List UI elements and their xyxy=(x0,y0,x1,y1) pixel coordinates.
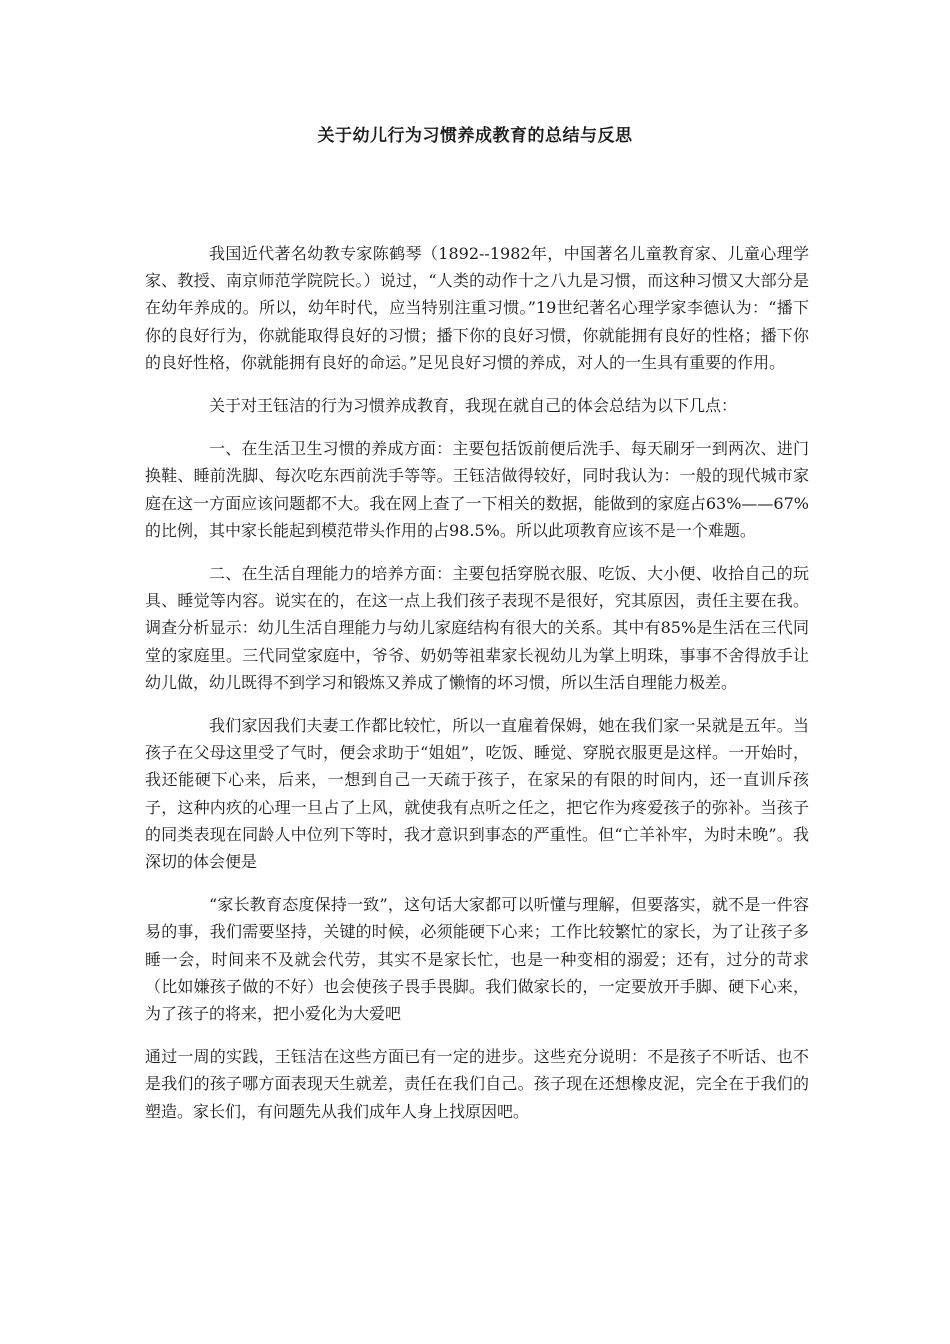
document-body xyxy=(145,240,809,1141)
paragraph-family-experience: 我们家因我们夫妻工作都比较忙，所以一直雇着保姆，她在我们家一呆就是五年。当孩子在父母这里受了气时，便会求助于“姐姐”，吃饭、睡觉、穿脱衣服更是这样。一开始时，我还能硬下心来，后来，一想到自己一天疏于孩子，在家呆的有限的时间内，还一直训斥孩子，这种内疚的心理一旦占了上风，就使我有点听之任之，把它作为疼爱孩子的弥补。当孩子的同类表现在同龄人中位列下等时，我才意识到事态的严重性。但“亡羊补牢，为时未晚”。我深切的体会便是 xyxy=(145,716,809,872)
paragraph-hygiene-habits: 一、在生活卫生习惯的养成方面：主要包括饭前便后洗手、每天刷牙一到两次、进门换鞋、睡前洗脚、每次吃东西前洗手等等。王钰洁做得较好，同时我认为：一般的现代城市家庭在这一方面应该问题都不大。我在网上查了一下相关的数据，能做到的家庭占63%——67%的比例，其中家长能起到模范带头作用的占98.5%。所以此项教育应该不是一个难题。 xyxy=(145,439,809,540)
document-title: 关于幼儿行为习惯养成教育的总结与反思 xyxy=(317,126,633,146)
paragraph-intro: 我国近代著名幼教专家陈鹤琴（1892--1982年，中国著名儿童教育家、儿童心理学家、教授、南京师范学院院长。）说过，“人类的动作十之八九是习惯，而这种习惯又大部分是在幼年养成的。所以，幼年时代，应当特别注重习惯。”19世纪著名心理学家李德认为：“播下你的良好行为，你就能取得良好的习惯；播下你的良好习惯，你就能拥有良好的性格；播下你的良好性格，你就能拥有良好的命运。”足见良好习惯的养成，对人的一生具有重要的作用。 xyxy=(145,244,809,372)
paragraph-consistent-attitude: “家长教育态度保持一致”，这句话大家都可以听懂与理解，但要落实，就不是一件容易的事，我们需要坚持，关键的时候，必须能硬下心来；工作比较繁忙的家长，为了让孩子多睡一会，时间来不及就会代劳，其实不是家长忙，也是一种变相的溺爱；还有，过分的苛求（比如嫌孩子做的不好）也会使孩子畏手畏脚。我们做家长的，一定要放开手脚、硬下心来，为了孩子的将来，把小爱化为大爱吧 xyxy=(145,895,809,1024)
paragraph-conclusion: 通过一周的实践，王钰洁在这些方面已有一定的进步。这些充分说明：不是孩子不听话、也不是我们的孩子哪方面表现天生就差，责任在我们自己。孩子现在还想橡皮泥，完全在于我们的塑造。家长们，有问题先从我们成年人身上找原因吧。 xyxy=(145,1047,809,1121)
paragraph-summary-lead: 关于对王钰洁的行为习惯养成教育，我现在就自己的体会总结为以下几点： xyxy=(209,396,738,416)
paragraph-self-care: 二、在生活自理能力的培养方面：主要包括穿脱衣服、吃饭、大小便、收拾自己的玩具、睡觉等内容。说实在的，在这一点上我们孩子表现不是很好，究其原因，责任主要在我。调查分析显示：幼儿生活自理能力与幼儿家庭结构有很大的关系。其中有85%是生活在三代同堂的家庭里。三代同堂家庭中，爷爷、奶奶等祖辈家长视幼儿为掌上明珠，事事不舍得放手让幼儿做，幼儿既得不到学习和锻炼又养成了懒惰的坏习惯，所以生活自理能力极差。 xyxy=(145,564,809,692)
